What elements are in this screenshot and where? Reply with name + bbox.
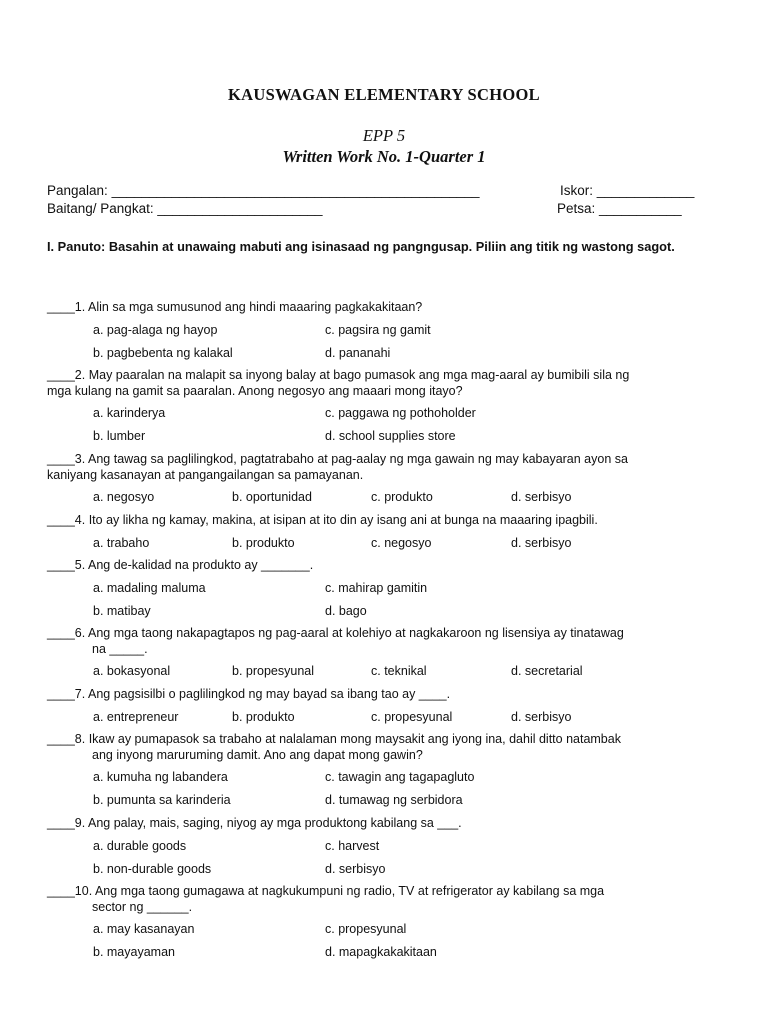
name-label: Pangalan: bbox=[47, 183, 112, 198]
question-text: ____6. Ang mga taong nakapagtapos ng pag-aaral at kolehiyo at nagkakaroon ng lisensiya ay tinatawag bbox=[47, 626, 624, 640]
option-c: c. negosyo bbox=[371, 536, 432, 550]
option-a: a. entrepreneur bbox=[93, 710, 179, 724]
question-text: ____7. Ang pagsisilbi o paglilingkod ng may bayad sa ibang tao ay ____. bbox=[47, 687, 451, 701]
question-text-cont: kaniyang kasanayan at pangangailangan sa pamayanan. bbox=[47, 467, 364, 482]
question-text-cont: ang inyong maruruming damit. Ano ang dapat mong gawin? bbox=[92, 747, 423, 762]
option-c: c. pagsira ng gamit bbox=[325, 323, 431, 337]
question-text-cont: mga kulang na gamit sa paaralan. Anong negosyo ang maaari mong itayo? bbox=[47, 383, 463, 398]
option-d: d. serbisyo bbox=[511, 710, 572, 724]
date-row bbox=[557, 201, 682, 216]
option-c: c. mahirap gamitin bbox=[325, 581, 428, 595]
option-b: b. lumber bbox=[93, 429, 146, 443]
option-b: b. non-durable goods bbox=[93, 862, 212, 876]
option-d: d. serbisyo bbox=[511, 490, 572, 504]
option-c: c. harvest bbox=[325, 839, 380, 853]
option-a: a. bokasyonal bbox=[93, 664, 171, 678]
option-b: b. produkto bbox=[232, 536, 295, 550]
question-2 bbox=[47, 368, 727, 399]
school-title: KAUSWAGAN ELEMENTARY SCHOOL bbox=[228, 85, 540, 104]
question-9 bbox=[47, 816, 727, 832]
option-d: d. serbisyo bbox=[325, 862, 386, 876]
subject-title: EPP 5 bbox=[362, 126, 406, 145]
option-b: b. propesyunal bbox=[232, 664, 315, 678]
option-a: a. negosyo bbox=[93, 490, 155, 504]
option-c: c. produkto bbox=[371, 490, 433, 504]
option-d: d. secretarial bbox=[511, 664, 583, 678]
option-b: b. mayayaman bbox=[93, 945, 175, 959]
score-row bbox=[560, 183, 694, 198]
option-d: d. tumawag ng serbidora bbox=[325, 793, 463, 807]
option-b: b. oportunidad bbox=[232, 490, 312, 504]
question-text: ____8. Ikaw ay pumapasok sa trabaho at nalalaman mong maysakit ang iyong ina, dahil ditto natambak bbox=[47, 732, 621, 746]
option-b: b. pumunta sa karinderia bbox=[93, 793, 231, 807]
name-row bbox=[47, 183, 479, 198]
question-text: ____2. May paaralan na malapit sa inyong balay at bago pumasok ang mga mag-aaral ay bumibili sila ng bbox=[47, 368, 630, 382]
question-7 bbox=[47, 687, 727, 703]
question-text: ____4. Ito ay likha ng kamay, makina, at isipan at ito din ay isang ani at bunga na maaaring ipagbili. bbox=[47, 513, 598, 527]
score-blank[interactable]: _____________ bbox=[596, 183, 695, 198]
instructions: I. Panuto: Basahin at unawaing mabuti ang isinasaad ng pangngusap. Piliin ang titik ng wastong sagot. bbox=[47, 239, 675, 254]
option-a: a. karinderya bbox=[93, 406, 166, 420]
option-c: c. propesyunal bbox=[371, 710, 453, 724]
question-5 bbox=[47, 558, 727, 574]
option-d: d. school supplies store bbox=[325, 429, 456, 443]
name-blank[interactable]: _________________________________________________ bbox=[111, 183, 480, 198]
option-a: a. madaling maluma bbox=[93, 581, 206, 595]
question-10 bbox=[47, 884, 727, 915]
question-text: ____3. Ang tawag sa paglilingkod, pagtatrabaho at pag-aalay ng mga gawain ng may kabayaran ayon sa bbox=[47, 452, 628, 466]
option-a: a. may kasanayan bbox=[93, 922, 195, 936]
option-d: d. mapagkakakitaan bbox=[325, 945, 437, 959]
option-b: b. matibay bbox=[93, 604, 151, 618]
question-6 bbox=[47, 626, 727, 657]
question-text-cont: na _____. bbox=[92, 641, 148, 656]
option-c: c. paggawa ng pothoholder bbox=[325, 406, 476, 420]
date-blank[interactable]: ___________ bbox=[599, 201, 682, 216]
option-c: c. teknikal bbox=[371, 664, 427, 678]
question-text: ____5. Ang de-kalidad na produkto ay _______. bbox=[47, 558, 314, 572]
option-a: a. kumuha ng labandera bbox=[93, 770, 228, 784]
question-4 bbox=[47, 513, 727, 529]
option-d: d. bago bbox=[325, 604, 367, 618]
option-c: c. tawagin ang tagapagluto bbox=[325, 770, 475, 784]
question-text: ____1. Alin sa mga sumusunod ang hindi maaaring pagkakakitaan? bbox=[47, 300, 423, 314]
date-label: Petsa: bbox=[557, 201, 600, 216]
question-text: ____9. Ang palay, mais, saging, niyog ay mga produktong kabilang sa ___. bbox=[47, 816, 462, 830]
score-label: Iskor: bbox=[560, 183, 597, 198]
option-d: d. serbisyo bbox=[511, 536, 572, 550]
question-8 bbox=[47, 732, 727, 763]
option-b: b. produkto bbox=[232, 710, 295, 724]
option-a: a. trabaho bbox=[93, 536, 150, 550]
option-b: b. pagbebenta ng kalakal bbox=[93, 346, 233, 360]
question-text-cont: sector ng ______. bbox=[92, 899, 193, 914]
option-c: c. propesyunal bbox=[325, 922, 407, 936]
written-work-title: Written Work No. 1-Quarter 1 bbox=[282, 147, 486, 166]
question-text: ____10. Ang mga taong gumagawa at nagkukumpuni ng radio, TV at refrigerator ay kabilang sa mga bbox=[47, 884, 605, 898]
option-a: a. pag-alaga ng hayop bbox=[93, 323, 218, 337]
question-3 bbox=[47, 452, 727, 483]
grade-row bbox=[47, 201, 323, 216]
option-d: d. pananahi bbox=[325, 346, 391, 360]
option-a: a. durable goods bbox=[93, 839, 187, 853]
grade-blank[interactable]: ______________________ bbox=[157, 201, 323, 216]
question-1 bbox=[47, 300, 727, 316]
grade-label: Baitang/ Pangkat: bbox=[47, 201, 158, 216]
